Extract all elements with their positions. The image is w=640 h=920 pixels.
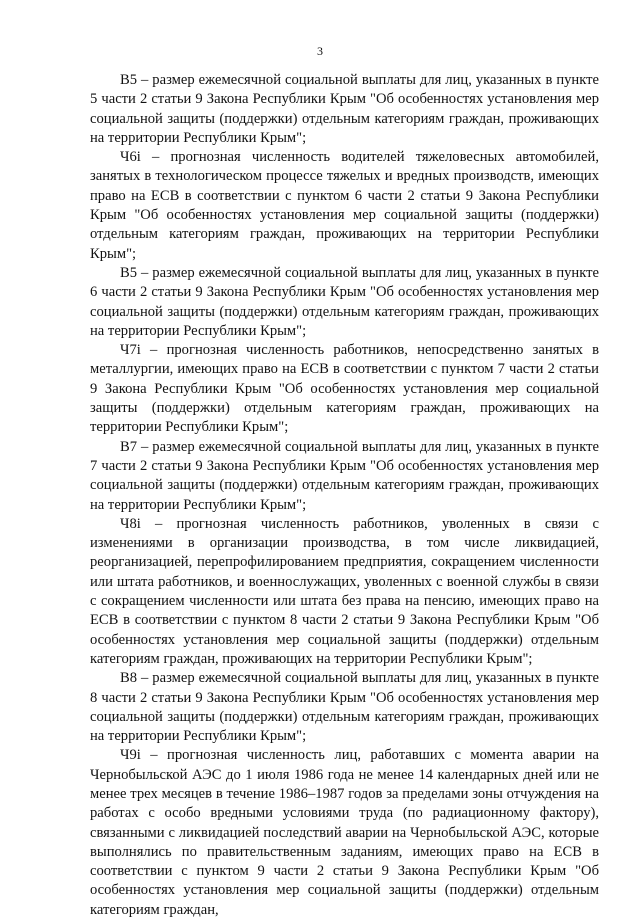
document-body (90, 71, 599, 920)
paragraph-ch6: Ч6і – прогнозная численность водителей тяжеловесных автомобилей, занятых в технологическом процессе тяжелых и вредных производств, имеющих право на ЕСВ в соответствии с пунктом 6 части 2 статьи 9 Закона Республики Крым "Об особенностях установления мер социальной защиты (поддержки) отдельным категориям граждан, проживающих на территории Республики Крым"; (90, 149, 599, 262)
paragraph-b5-point-5: B5 – размер ежемесячной социальной выплаты для лиц, указанных в пункте 5 части 2 статьи 9 Закона Республики Крым "Об особенностях установления мер социальной защиты (поддержки) отдельным категориям граждан, проживающих на территории Республики Крым"; (90, 72, 599, 146)
paragraph-b7: B7 – размер ежемесячной социальной выплаты для лиц, указанных в пункте 7 части 2 статьи 9 Закона Республики Крым "Об особенностях установления мер социальной защиты (поддержки) отдельным категориям граждан, проживающих на территории Республики Крым"; (90, 438, 599, 513)
page-number: 3 (317, 44, 323, 58)
paragraph-ch9: Ч9і – прогнозная численность лиц, работавших с момента аварии на Чернобыльской АЭС до 1 июля 1986 года не менее 14 календарных дней или не менее трех месяцев в течение 1986–1987 годов за пределами зоны отчуждения на работах с особо вредными условиями труда (по радиационному фактору), связанными с ликвидацией последствий аварии на Чернобыльской АЭС, которые выполнялись по правительственным заданиям, имеющих право на ЕСВ в соответствии с пунктом 9 части 2 статьи 9 Закона Республики Крым "Об особенностях установления мер социальной защиты (поддержки) отдельным категориям граждан, (90, 747, 599, 918)
paragraph-b8: B8 – размер ежемесячной социальной выплаты для лиц, указанных в пункте 8 части 2 статьи 9 Закона Республики Крым "Об особенностях установления мер социальной защиты (поддержки) отдельным категориям граждан, проживающих на территории Республики Крым"; (90, 670, 599, 745)
paragraph-ch8: Ч8і – прогнозная численность работников, уволенных в связи с изменениями в организации производства, в том числе ликвидацией, реорганизацией, перепрофилированием предприятия, сокращением численности или штата работников, и военнослужащих, уволенных с военной службы в связи с сокращением численности или штата без права на пенсию, имеющих право на ЕСВ в соответствии с пунктом 8 части 2 статьи 9 Закона Республики Крым "Об особенностях установления мер социальной защиты (поддержки) отдельным категориям граждан, проживающих на территории Республики Крым"; (90, 515, 599, 667)
paragraph-b5-point-6: B5 – размер ежемесячной социальной выплаты для лиц, указанных в пункте 6 части 2 статьи 9 Закона Республики Крым "Об особенностях установления мер социальной защиты (поддержки) отдельным категориям граждан, проживающих на территории Республики Крым"; (90, 264, 599, 339)
paragraph-ch7: Ч7і – прогнозная численность работников, непосредственно занятых в металлургии, имеющих право на ЕСВ в соответствии с пунктом 7 части 2 статьи 9 Закона Республики Крым "Об особенностях установления мер социальной защиты (поддержки) отдельным категориям граждан, проживающих на территории Республики Крым"; (90, 342, 599, 436)
